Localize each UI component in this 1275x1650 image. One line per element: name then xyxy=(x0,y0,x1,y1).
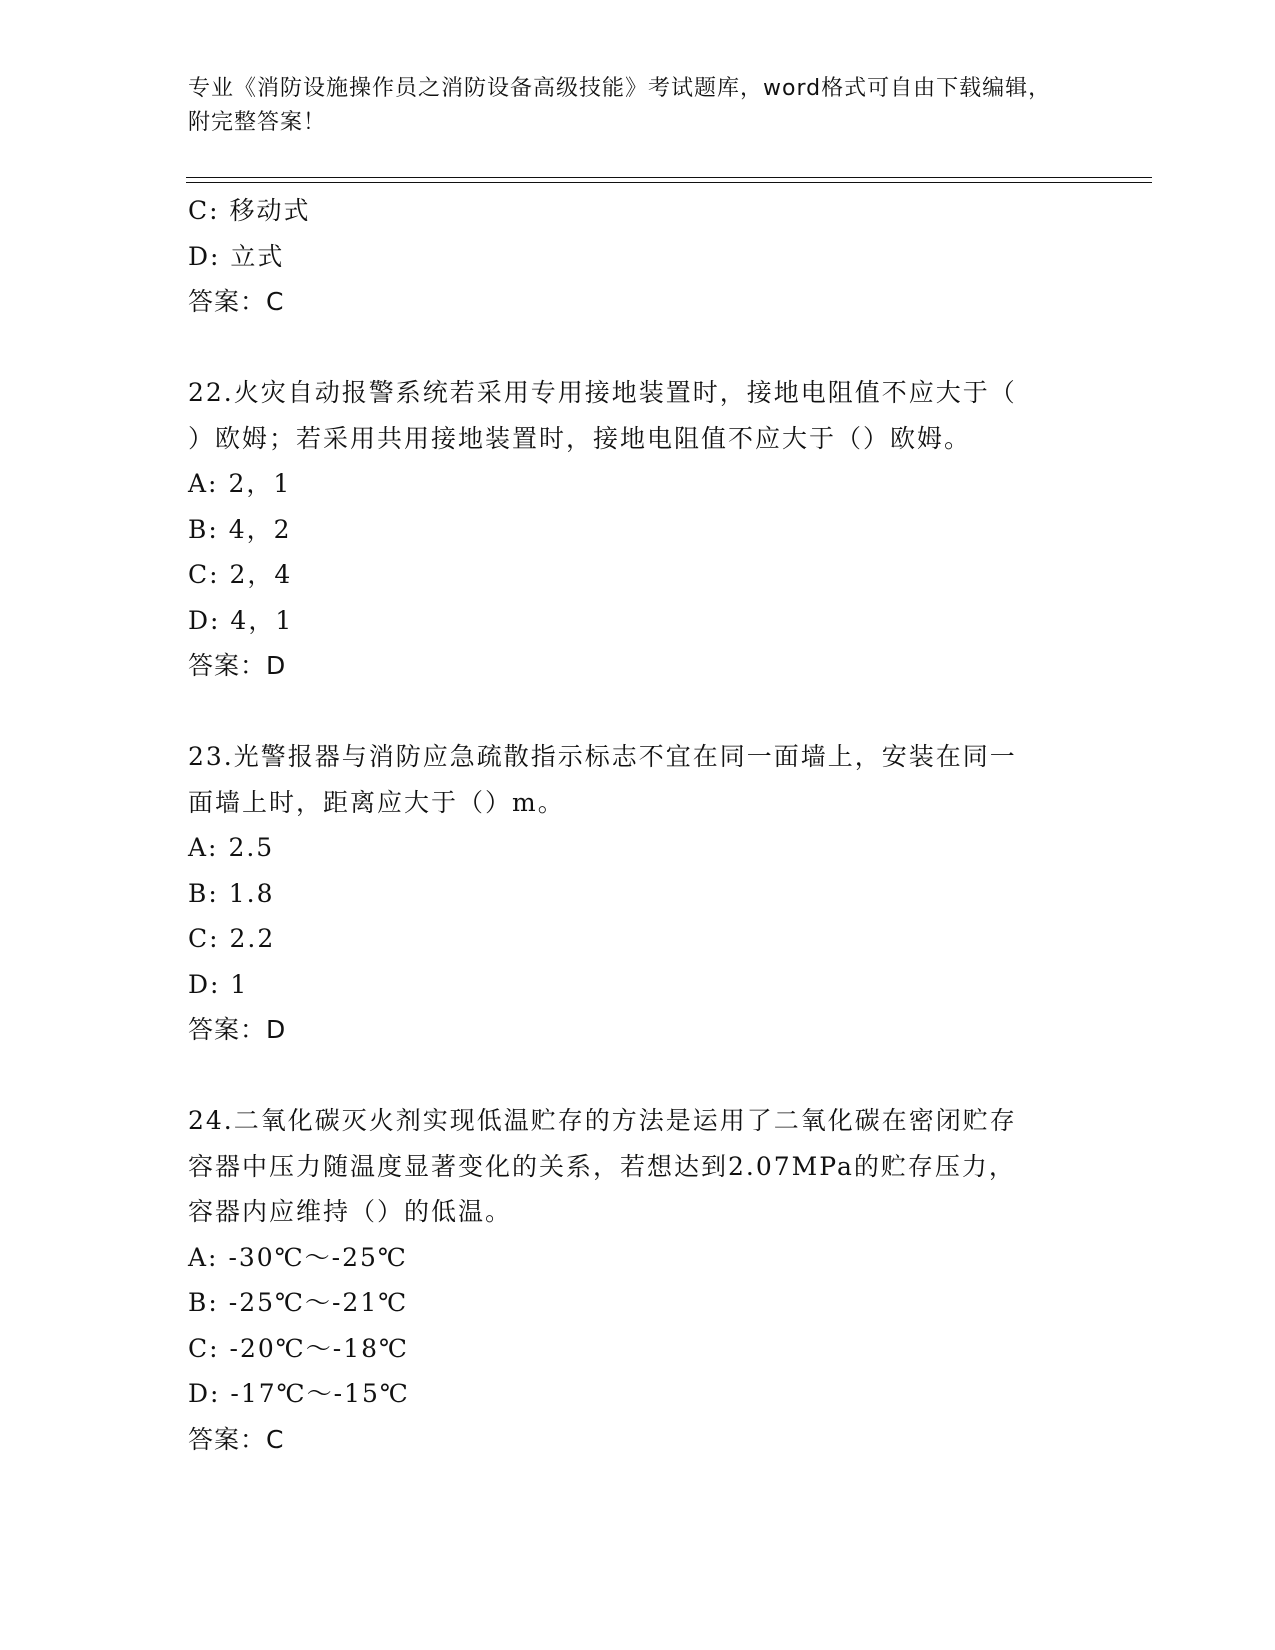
question-23 xyxy=(188,734,1068,1053)
option-d: D: 4，1 xyxy=(188,605,294,635)
option-c: C: -20℃～-18℃ xyxy=(188,1333,409,1363)
question-24 xyxy=(188,1098,1068,1462)
question-stem-line: 23.光警报器与消防应急疏散指示标志不宜在同一面墙上，安装在同一 xyxy=(188,742,1017,771)
option-d: D: -17℃～-15℃ xyxy=(188,1379,410,1408)
document-header xyxy=(188,72,1068,140)
question-22 xyxy=(188,370,1068,689)
option-d: D: 立式 xyxy=(188,241,285,271)
header-rule-top xyxy=(186,177,1152,178)
option-c: C: 2，4 xyxy=(188,560,293,589)
header-rule-bottom xyxy=(186,182,1152,183)
question-list xyxy=(188,188,1068,1462)
carry-over-question xyxy=(188,188,1068,325)
option-d: D: 1 xyxy=(188,969,249,999)
option-c: C: 2.2 xyxy=(188,924,276,953)
answer-line: 答案：D xyxy=(188,1015,287,1044)
question-stem-line: ）欧姆；若采用共用接地装置时，接地电阻值不应大于（）欧姆。 xyxy=(188,423,972,453)
option-c: C: 移动式 xyxy=(188,196,311,225)
header-text: 专业《消防设施操作员之消防设备高级技能》考试题库，word格式可自由下载编辑，附完整答案！ xyxy=(188,76,1052,135)
option-b: B: 4，2 xyxy=(188,514,292,544)
option-a: A: -30℃～-25℃ xyxy=(188,1242,408,1272)
question-stem-line: 24.二氧化碳灭火剂实现低温贮存的方法是运用了二氧化碳在密闭贮存 xyxy=(188,1106,1017,1135)
option-a: A: 2.5 xyxy=(188,833,275,862)
spacer xyxy=(188,1053,1068,1099)
option-a: A: 2，1 xyxy=(188,469,292,498)
spacer xyxy=(188,689,1068,735)
spacer xyxy=(188,325,1068,371)
answer-line: 答案：C xyxy=(188,1424,285,1454)
question-stem-line: 容器内应维持（）的低温。 xyxy=(188,1197,513,1226)
answer-line: 答案：C xyxy=(188,287,285,316)
question-stem-line: 容器中压力随温度显著变化的关系，若想达到2.07MPa的贮存压力， xyxy=(188,1151,1016,1181)
question-stem-line: 面墙上时，距离应大于（）m。 xyxy=(188,787,565,817)
question-stem-line: 22.火灾自动报警系统若采用专用接地装置时，接地电阻值不应大于（ xyxy=(188,378,1017,407)
answer-line: 答案：D xyxy=(188,651,287,680)
option-b: B: -25℃～-21℃ xyxy=(188,1288,409,1317)
option-b: B: 1.8 xyxy=(188,878,275,908)
